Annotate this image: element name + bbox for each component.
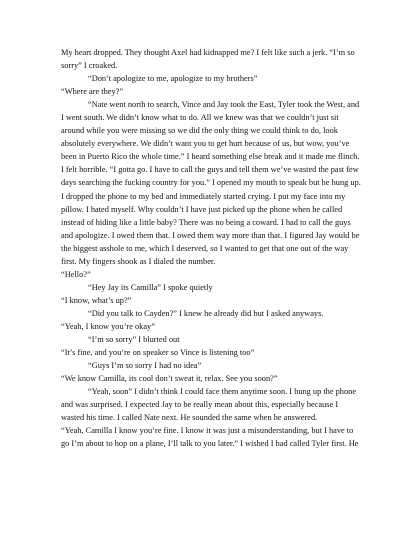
- text-line: “Yeah, soon” I didn’t think I could face them anytime soon. I hung up the phone: [88, 387, 357, 397]
- text-line: “Hey Jay its Camilla” I spoke quietly: [88, 282, 213, 292]
- text-line: I went south. We didn’t know what to do. All we knew was that we couldn’t just sit: [61, 113, 339, 123]
- text-line: “Yeah, Camilla I know you’re fine. I know it was just a misunderstanding, but I have to: [61, 426, 354, 436]
- text-line: “I know, what’s up?”: [61, 295, 132, 305]
- text-line: absolutely everywhere. We didn’t want you to get hurt because of us, but wow, you’ve: [61, 139, 350, 149]
- text-line: been in Puerto Rico the whole time.” I heard something else break and it made me flinch.: [61, 152, 360, 162]
- text-line: “Hello?”: [61, 269, 91, 279]
- text-line: I dropped the phone to my bed and immediately started crying. I put my face into my: [61, 191, 346, 201]
- text-line: “It’s fine, and you’re on speaker so Vince is listening too”: [61, 348, 255, 358]
- text-line: and apologize. I owed them that. I owed them way more than that. I figured Jay would be: [61, 230, 360, 240]
- text-line: pillow. I hated myself. Why couldn’t I have just picked up the phone when he called: [61, 204, 343, 214]
- text-line: instead of hiding like a little baby? There was no being a coward. I had to call the guys: [61, 217, 351, 227]
- body-text: [61, 46, 366, 450]
- text-line: “Don’t apologize to me, apologize to my brothers”: [88, 74, 258, 84]
- text-line: wasted his time. I called Nate next. He sounded the same when he answered.: [61, 413, 318, 423]
- text-line: around while you were missing so we did the only thing we could think to do, look: [61, 126, 338, 136]
- text-line: days searching the fucking country for you.” I opened my mouth to speak but he hung up.: [61, 178, 361, 188]
- text-line: “Did you talk to Cayden?” I knew he already did but I asked anyways.: [88, 308, 324, 318]
- text-line: My heart dropped. They thought Axel had kidnapped me? I felt like such a jerk. “I’m so: [61, 48, 355, 57]
- text-line: “We know Camilla, its cool don’t sweat it, relax. See you soon?”: [61, 374, 278, 384]
- text-line: I felt horrible. “I gotta go. I have to call the guys and tell them we’ve wasted the past few: [61, 165, 359, 175]
- text-line: sorry” I croaked.: [61, 61, 118, 71]
- text-line: “I’m so sorry” I blurted out: [88, 335, 180, 345]
- text-line: “Yeah, I know you’re okay”: [61, 321, 155, 331]
- text-line: go I’m about to hop on a plane, I’ll talk to you later.” I wished I had called Tyler first. He: [61, 439, 359, 449]
- text-line: and was surprised. I expected Jay to be really mean about this, especially because I: [61, 400, 339, 410]
- text-line: “Guys I’m so sorry I had no idea”: [88, 361, 202, 371]
- text-line: first. My fingers shook as I dialed the number.: [61, 256, 216, 266]
- text-line: the biggest asshole to me, which I deserved, so I wanted to get that one out of the way: [61, 243, 349, 253]
- text-line: “Nate went north to search, Vince and Jay took the East, Tyler took the West, and: [88, 100, 360, 110]
- text-line: “Where are they?”: [61, 87, 124, 97]
